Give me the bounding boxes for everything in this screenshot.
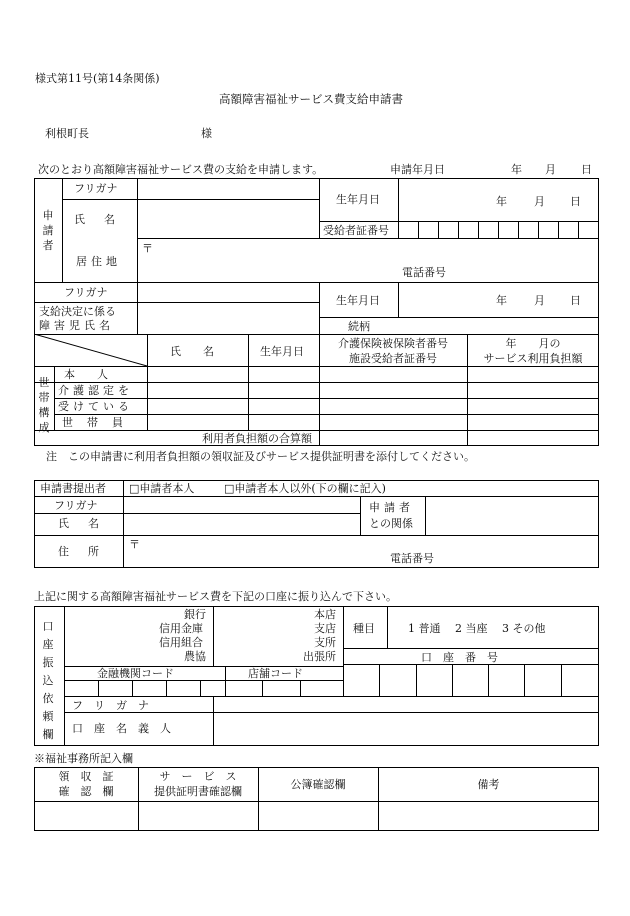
applicant-birth-label: 生年月日 xyxy=(336,193,380,206)
submitter-option-other[interactable]: □申請者本人以外(下の欄に記入) xyxy=(224,482,386,495)
household-row-care-line2: 受けている xyxy=(58,400,133,413)
honorific: 様 xyxy=(201,127,212,140)
applicant-name-label: 氏 名 xyxy=(74,213,119,226)
application-day: 日 xyxy=(581,163,592,176)
branch-type-sub: 出張所 xyxy=(303,650,336,663)
applicant-phone-label: 電話番号 xyxy=(402,266,446,279)
applicant-label: 申 請 者 xyxy=(42,209,54,252)
bank-intro: 上記に関する高額障害福祉サービス費を下記の口座に振り込んで下さい。 xyxy=(34,590,397,603)
applicant-birth-day: 日 xyxy=(570,195,581,208)
household-col-insured-line2: 施設受給者証番号 xyxy=(349,352,437,365)
applicant-furigana-label: フリガナ xyxy=(74,182,118,195)
form-number: 様式第11号(第14条関係) xyxy=(35,72,160,85)
branch-type-branch: 支店 xyxy=(314,622,336,635)
holder-furigana-label: フ リ ガ ナ xyxy=(72,699,149,712)
household-col-burden-line1: 年 月の xyxy=(505,337,561,350)
bank-type-kumiai: 信用組合 xyxy=(159,636,203,649)
account-number-label: 口 座 番 号 xyxy=(421,651,498,664)
applicant-address-label: 居住地 xyxy=(76,255,121,268)
child-birth-label: 生年月日 xyxy=(336,294,380,307)
applicant-postal-mark: 〒 xyxy=(142,242,153,255)
household-col-birth: 生年月日 xyxy=(260,345,304,358)
household-row-care-line1: 介護認定を xyxy=(58,384,133,397)
account-holder-label: 口 座 名 義 人 xyxy=(72,722,171,735)
office-remarks-label: 備考 xyxy=(477,778,500,791)
household-col-insured-line1: 介護保険被保険者番号 xyxy=(338,337,448,350)
bank-type-bank: 銀行 xyxy=(184,608,206,621)
bank-transfer-label: 口 座 振 込 依 頼 欄 xyxy=(42,620,54,741)
submitter-name-label: 氏 名 xyxy=(58,517,103,530)
account-kind-options[interactable]: 1 普通 2 当座 3 その他 xyxy=(408,622,546,635)
submitter-relation-line1: 申請者 xyxy=(369,501,414,514)
attachment-note: 注 この申請書に利用者負担額の領収証及びサービス提供証明書を添付してください。 xyxy=(46,450,475,463)
applicant-birth-month: 月 xyxy=(534,195,545,208)
child-birth-month: 月 xyxy=(534,294,545,307)
header-diagonal xyxy=(34,334,148,367)
account-kind-label: 種目 xyxy=(353,622,375,635)
child-furigana-label: フリガナ xyxy=(64,286,108,299)
branch-type-office: 支所 xyxy=(314,636,336,649)
branch-code-label: 店舗コード xyxy=(248,667,303,680)
office-receipt-line1: 領 収 証 xyxy=(58,770,114,783)
household-col-name: 氏 名 xyxy=(170,345,214,358)
submitter-relation-line2: との関係 xyxy=(369,517,413,530)
bank-type-shinkin: 信用金庫 xyxy=(159,622,203,635)
addressee: 利根町長 xyxy=(45,127,89,140)
applicant-birth-year: 年 xyxy=(496,195,507,208)
household-col-burden-line2: サービス利用負担額 xyxy=(483,352,583,365)
child-birth-year: 年 xyxy=(496,294,507,307)
household-label: 世 帯 構 成 xyxy=(38,376,50,434)
office-receipt-line2: 確 認 欄 xyxy=(58,785,114,798)
submitter-address-label: 住 所 xyxy=(58,545,103,558)
household-row-self: 本 人 xyxy=(64,368,108,381)
household-total-label: 利用者負担額の合算額 xyxy=(202,432,312,445)
application-date-label: 申請年月日 xyxy=(390,163,445,176)
office-section-label: ※福祉事務所記入欄 xyxy=(34,752,133,765)
child-relation-label: 続柄 xyxy=(348,320,370,333)
office-service-line1: サ ー ビ ス xyxy=(159,770,237,783)
branch-type-head: 本店 xyxy=(314,608,336,621)
application-year: 年 xyxy=(511,163,522,176)
application-month: 月 xyxy=(545,163,556,176)
child-birth-day: 日 xyxy=(570,294,581,307)
submitter-furigana-label: フリガナ xyxy=(54,499,98,512)
child-label-line1: 支給決定に係る xyxy=(39,305,116,318)
submitter-phone-label: 電話番号 xyxy=(390,552,434,565)
submitter-option-self[interactable]: □申請者本人 xyxy=(129,482,195,495)
bank-code-label: 金融機関コード xyxy=(97,667,174,680)
submitter-label: 申請書提出者 xyxy=(40,482,106,495)
cert-number-label: 受給者証番号 xyxy=(323,224,389,237)
office-register-label: 公簿確認欄 xyxy=(290,778,346,791)
bank-type-nokyo: 農協 xyxy=(184,650,206,663)
office-service-line2: 提供証明書確認欄 xyxy=(154,785,242,798)
child-label-line2: 障害児氏名 xyxy=(39,319,114,332)
intro-text: 次のとおり高額障害福祉サービス費の支給を申請します。 xyxy=(38,163,324,176)
submitter-postal-mark: 〒 xyxy=(129,538,140,551)
household-row-care-line3: 世帯員 xyxy=(62,416,137,429)
form-title: 高額障害福祉サービス費支給申請書 xyxy=(219,92,403,106)
